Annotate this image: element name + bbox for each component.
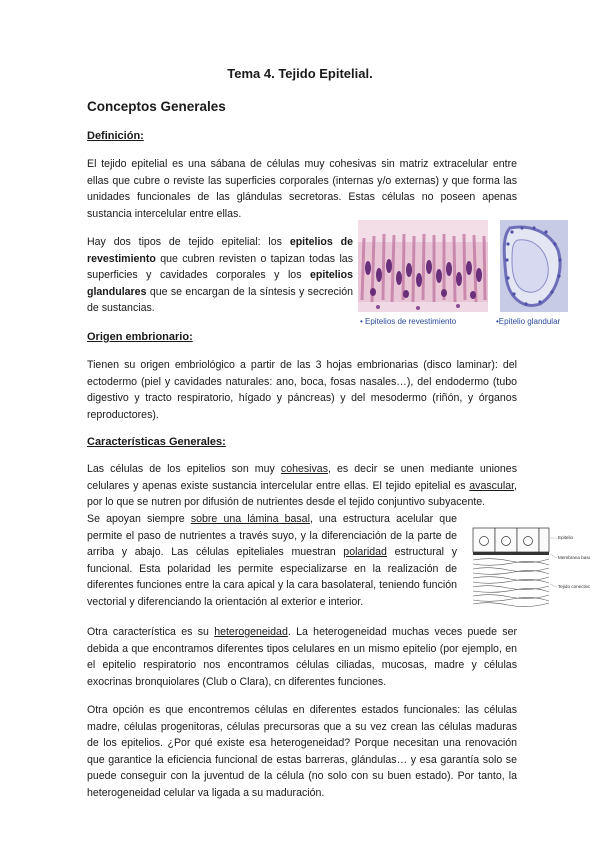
definicion-heading: Definición: <box>87 130 144 142</box>
heterogeneidad-paragraph: Otra característica es su heterogeneidad. La heterogeneidad muchas veces puede ser debida a que encontramos diferentes tipos celulares en un mismo epitelio (por ejemplo, en el epitelio respiratorio nos encontramos células ciliadas, mucosas, madre y células exocrinas bronquiolares (Club o Clara), cn diferentes funciones. <box>87 626 517 688</box>
origen-heading: Origen embrionario: <box>87 331 193 343</box>
caption-glandular: •Epitelio glandular <box>496 317 561 326</box>
definicion-paragraph: El tejido epitelial es una sábana de células muy cohesivas sin matriz extracelular entre ellas que cubre o reviste las superficies corporales (internas y/o externas) y que forma las unidades funcionales de las glándulas secretoras. Estas células no poseen apenas sustancia intercelular entre ellas. <box>87 158 517 220</box>
caracteristicas-heading: Características Generales: <box>87 436 226 448</box>
tipos-paragraph: Hay dos tipos de tejido epitelial: los epitelios de revestimiento que cubren revisten o tapizan todas las superficies y cavidades corporales y los epitelios glandulares que se encargan de la síntesis y secreción de sustancias. <box>87 236 354 315</box>
section-heading: Conceptos Generales <box>87 99 226 114</box>
epithelium-diagram <box>470 524 590 610</box>
cohesivas-paragraph: Las células de los epitelios son muy cohesivas, es decir se unen mediante uniones celulares y apenas existe sustancia intercelular entre ellas. El tejido epitelial es avascular, por lo que se nutren por difusión de nutrientes desde el tejido conjuntivo subyacente. <box>87 463 517 509</box>
glandular-micrograph <box>500 220 568 312</box>
caption-revestimiento: • Epitelios de revestimiento <box>360 317 457 326</box>
origen-paragraph: Tienen su origen embriológico a partir de las 3 hojas embrionarias (disco laminar): del ectodermo (piel y cavidades naturales: ano, boca, fosas nasales…), del endodermo (tubo digestivo y tracto respiratorio, hígado y páncreas) y del mesodermo (riñón, y órganos reproductores). <box>87 359 517 421</box>
document-title: Tema 4. Tejido Epitelial. <box>227 66 373 81</box>
diagram-label-membrana: Membrana basal <box>558 555 590 560</box>
diagram-label-tejido: Tejido conectivo <box>558 584 590 589</box>
diagram-label-epitelio: Epitelio <box>558 535 574 540</box>
revestimiento-micrograph <box>358 220 488 312</box>
estados-funcionales-paragraph: Otra opción es que encontremos células en diferentes estados funcionales: las células madre, células progenitoras, células precursoras que a su vez crean las células maduras de los epitelios. ¿Por qué existe esa heterogeneidad? Porque necesitan una renovación que garantice la eficiencia funcional de estas barreras, glándulas… y esa garantía solo se puede conseguir con la juventud de la célula (no solo con su buen estado). Por tanto, la heterogeneidad celular va ligada a su maduración. <box>87 704 517 799</box>
lamina-basal-paragraph: Se apoyan siempre sobre una lámina basal, una estructura acelular que permite el paso de nutrientes a través suyo, y la diferenciación de la parte de arriba y abajo. Las células epiteliales muestran polaridad estructural y funcional. Esta polaridad les permite especializarse en la realización de diferentes funciones entre la cara apical y la cara basolateral, teniendo función vectorial y diferenciando la orientación al exterior e interior. <box>87 513 457 608</box>
